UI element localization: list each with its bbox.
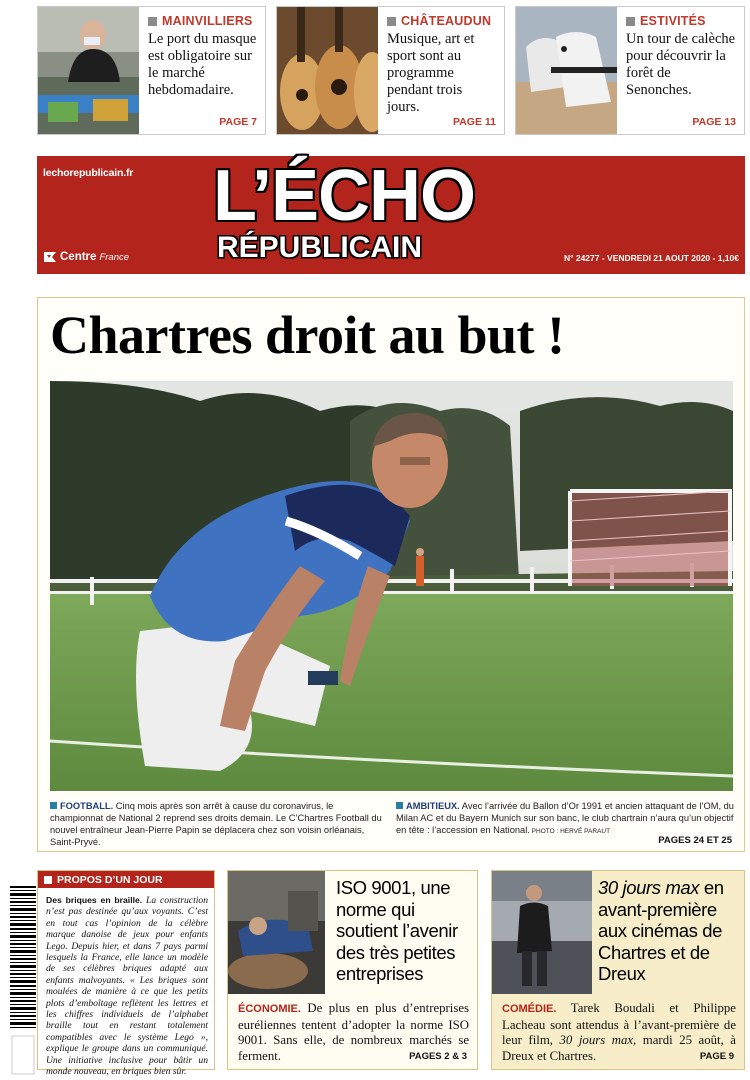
caption-football	[50, 800, 385, 848]
masthead-subtitle: RÉPUBLICAIN	[217, 231, 423, 264]
site-url[interactable]: lechorepublicain.fr	[43, 167, 134, 179]
comedie-title[interactable]	[598, 877, 738, 985]
comedie-body-b: , mardi 25 août, à Dreux et Chartres.	[502, 1033, 736, 1063]
teaser-text: Le port du masque est obligatoire sur le marché hebdomadaire.	[148, 31, 257, 98]
square-icon	[148, 17, 157, 26]
caption-text: Cinq mois après son arrêt à cause du coronavirus, le championnat de National 2 reprend ses droits demain. Le C’Chartres Football du nouvel entraîneur Jean-Pierre Papin se déplacera chez son voisin orléanais, Saint-Pryvé.	[50, 801, 382, 847]
comedie-body-film: 30 jours max	[559, 1033, 634, 1047]
comedie-page[interactable]: PAGE 9	[699, 1051, 734, 1062]
propos-tag	[38, 871, 214, 888]
iso-title[interactable]: ISO 9001, une norme qui soutient l’avenir des très petites entreprises	[336, 877, 458, 984]
teaser-photo-market	[38, 7, 139, 134]
teaser-kicker-text: ESTIVITÉS	[640, 14, 706, 28]
comedie-body-a: Tarek Boudali et Philippe Lacheau sont attendus à l’avant-première de leur film,	[502, 1001, 736, 1047]
propos-text	[46, 895, 208, 1078]
teaser-page[interactable]: PAGE 7	[219, 116, 257, 128]
bullet-icon	[396, 802, 403, 809]
bullet-icon	[50, 802, 57, 809]
comedie-title-rest: en avant-première aux cinémas de Chartres et de Dreux	[598, 877, 724, 984]
teaser-mainvilliers[interactable]	[37, 6, 266, 135]
masthead	[37, 156, 745, 274]
comedie-story[interactable]	[491, 870, 745, 1070]
teaser-kicker-text: MAINVILLIERS	[162, 14, 253, 28]
masthead-title: L’ÉCHO	[213, 156, 476, 236]
caption-kicker: AMBITIEUX.	[406, 801, 460, 811]
propos-box[interactable]	[37, 870, 215, 1078]
teaser-text: Un tour de calèche pour découvrir la forêt de Senonches.	[626, 31, 736, 98]
lead-pages[interactable]: PAGES 24 ET 25	[658, 835, 732, 846]
teaser-kicker	[387, 14, 496, 28]
propos-body: La construction n’est pas destinée qu’aux voyants. C’est en tout cas l’opinion de la célèbre marque danoise de jeux pour enfants Lego. Depuis hier, et dans 7 pays parmi lesquels la France, elle lance un modèle de ses célèbres briques adapté aux enfants malvoyants. « Les briques sont moulées de manière à ce que les petits plots d’emboîtage reflètent les lettres et les chiffres individuels de l’alphabet braille tout en restant totalement compatibles avec le système Lego », explique le groupe dans un communiqué. Une initiative inclusive pour bâtir un monde nouveau, en briques bien sûr.	[46, 895, 208, 1078]
teaser-estivites[interactable]	[515, 6, 745, 135]
issue-info: N° 24277 - VENDREDI 21 AOUT 2020 - 1,10€	[563, 253, 739, 263]
teaser-chateaudun[interactable]	[276, 6, 505, 135]
iso-pages[interactable]: PAGES 2 & 3	[409, 1051, 467, 1062]
teaser-kicker	[626, 14, 736, 28]
group-logo	[43, 251, 129, 263]
caption-ambitieux	[396, 800, 734, 838]
comedie-kicker: COMÉDIE.	[502, 1003, 557, 1015]
group-suffix: France	[99, 251, 130, 263]
caption-text: Avec l’arrivée du Ballon d’Or 1991 et ancien attaquant de l’OM, du Milan AC et du Bayern Munich sur son banc, le club chartrain n’aura qu’un objectif en tête : l’accession en National.	[396, 801, 734, 835]
square-icon	[44, 876, 52, 884]
propos-tag-text: PROPOS D’UN JOUR	[57, 873, 163, 886]
teaser-kicker-text: CHÂTEAUDUN	[401, 14, 492, 28]
comedie-title-film: 30 jours max	[598, 877, 700, 898]
photo-credit: PHOTO : HERVÉ PARAUT	[529, 828, 611, 835]
iso-photo	[228, 871, 325, 994]
barcode	[10, 886, 36, 1076]
lead-headline[interactable]: Chartres droit au but !	[50, 305, 565, 365]
lead-story[interactable]	[37, 297, 745, 852]
lead-photo-coach	[50, 381, 733, 791]
teaser-text: Musique, art et sport sont au programme pendant trois jours.	[387, 31, 475, 115]
teaser-photo-horses	[516, 7, 617, 134]
caption-kicker: FOOTBALL.	[60, 801, 114, 811]
teaser-page[interactable]: PAGE 11	[453, 116, 496, 128]
centre-france-icon	[43, 251, 57, 263]
teaser-kicker	[148, 14, 257, 28]
teaser-page[interactable]: PAGE 13	[692, 116, 736, 128]
iso-body: De plus en plus d’entreprises euréliennes tentent d’adopter la norme ISO 9001. Sans elle, de nombreux marchés se ferment.	[238, 1001, 469, 1063]
teaser-photo-guitars	[277, 7, 378, 134]
propos-kicker: Des briques en braille.	[46, 895, 143, 905]
square-icon	[387, 17, 396, 26]
iso-story[interactable]	[227, 870, 478, 1070]
group-name: Centre	[60, 251, 97, 263]
square-icon	[626, 17, 635, 26]
comedie-photo	[492, 871, 592, 994]
iso-kicker: ÉCONOMIE.	[238, 1003, 301, 1015]
